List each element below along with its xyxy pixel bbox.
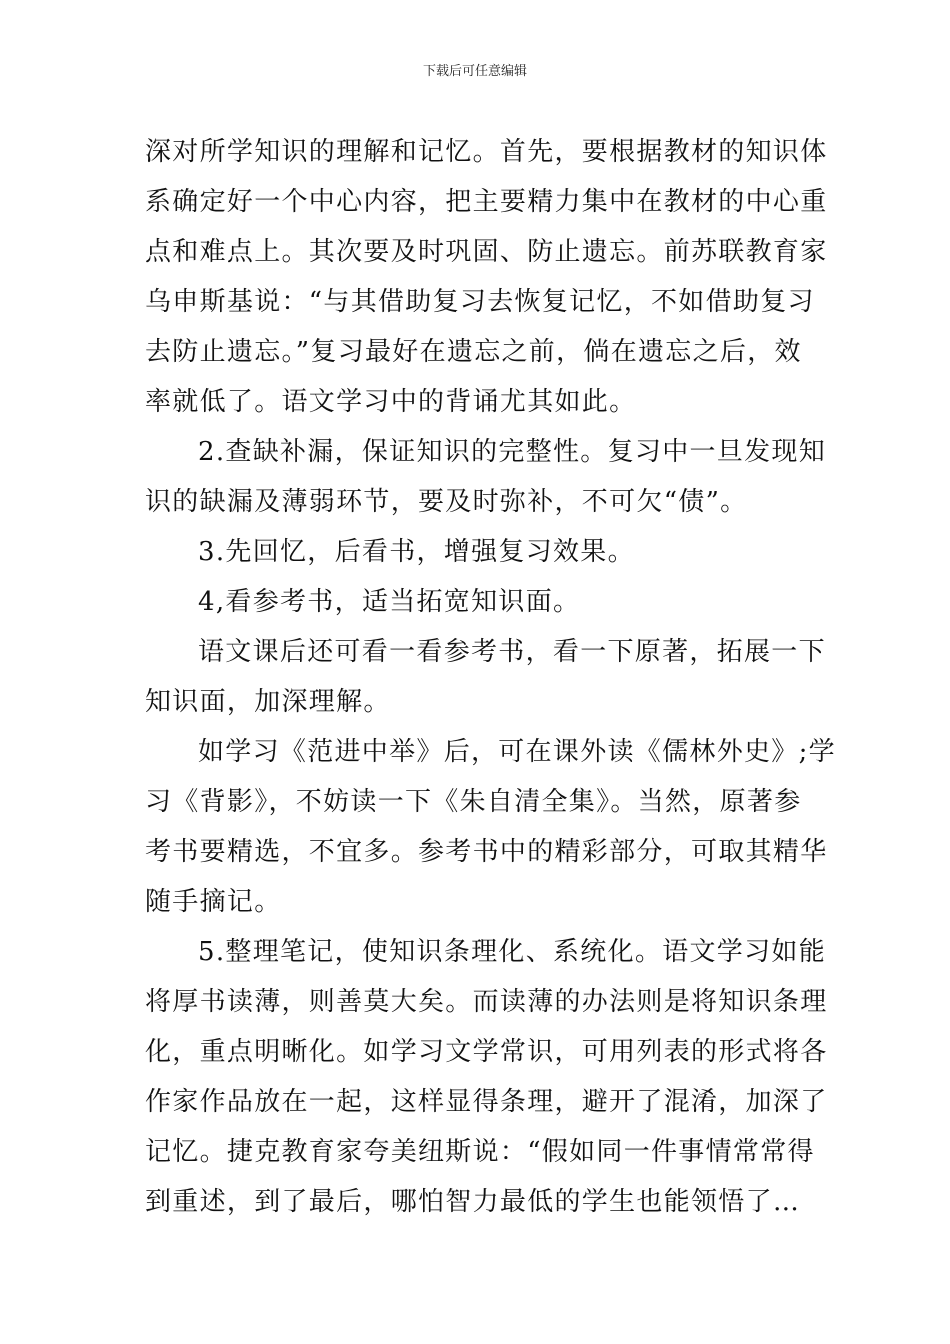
text-line: 知识面，加深理解。 [145,687,391,717]
paragraph-3 [145,527,810,577]
text-line: 将厚书读薄，则善莫大矣。而读薄的办法则是将知识条理 [145,987,828,1017]
text-line: 化，重点明晰化。如学习文学常识，可用列表的形式将各 [145,1037,828,1067]
text-line: 深对所学知识的理解和记忆。首先，要根据教材的知识体 [145,137,828,167]
text-line: 记忆。捷克教育家夸美纽斯说：“假如同一件事情常常得 [145,1137,815,1167]
paragraph-7 [145,927,828,1227]
text-line: 2.查缺补漏，保证知识的完整性。复习中一旦发现知 [198,437,827,467]
page-header: 下载后可任意编辑 [422,64,527,79]
text-line: 随手摘记。 [145,887,282,917]
text-line: 考书要精选，不宜多。参考书中的精彩部分，可取其精华 [145,837,828,867]
paragraph-6 [145,727,836,927]
text-line: 去防止遗忘。”复习最好在遗忘之前，倘在遗忘之后，效 [145,337,802,367]
text-line: 4,看参考书，适当拓宽知识面。 [198,587,581,617]
text-line: 识的缺漏及薄弱环节，要及时弥补，不可欠“债”。 [145,487,748,517]
text-line: 率就低了。语文学习中的背诵尤其如此。 [145,387,637,417]
text-line: 习《背影》，不妨读一下《朱自清全集》。当然，原著参 [145,787,802,817]
paragraph-5 [145,627,826,727]
paragraph-4 [145,577,810,627]
text-line: 点和难点上。其次要及时巩固、防止遗忘。前苏联教育家 [145,237,828,267]
paragraph-1 [145,127,828,427]
text-line: 到重述，到了最后，哪怕智力最低的学生也能领悟了… [145,1187,801,1217]
text-line: 系确定好一个中心内容，把主要精力集中在教材的中心重 [145,187,828,217]
text-line: 作家作品放在一起，这样显得条理，避开了混淆，加深了 [145,1087,828,1117]
text-line: 3.先回忆，后看书，增强复习效果。 [198,537,635,567]
text-line: 语文课后还可看一看参考书，看一下原著，拓展一下 [198,637,826,667]
text-line: 5.整理笔记，使知识条理化、系统化。语文学习如能 [198,937,827,967]
text-line: 如学习《范进中举》后，可在课外读《儒林外史》;学 [198,737,836,767]
document-body [145,127,836,1227]
text-line: 乌申斯基说：“与其借助复习去恢复记忆，不如借助复习 [145,287,815,317]
paragraph-2 [145,427,827,527]
